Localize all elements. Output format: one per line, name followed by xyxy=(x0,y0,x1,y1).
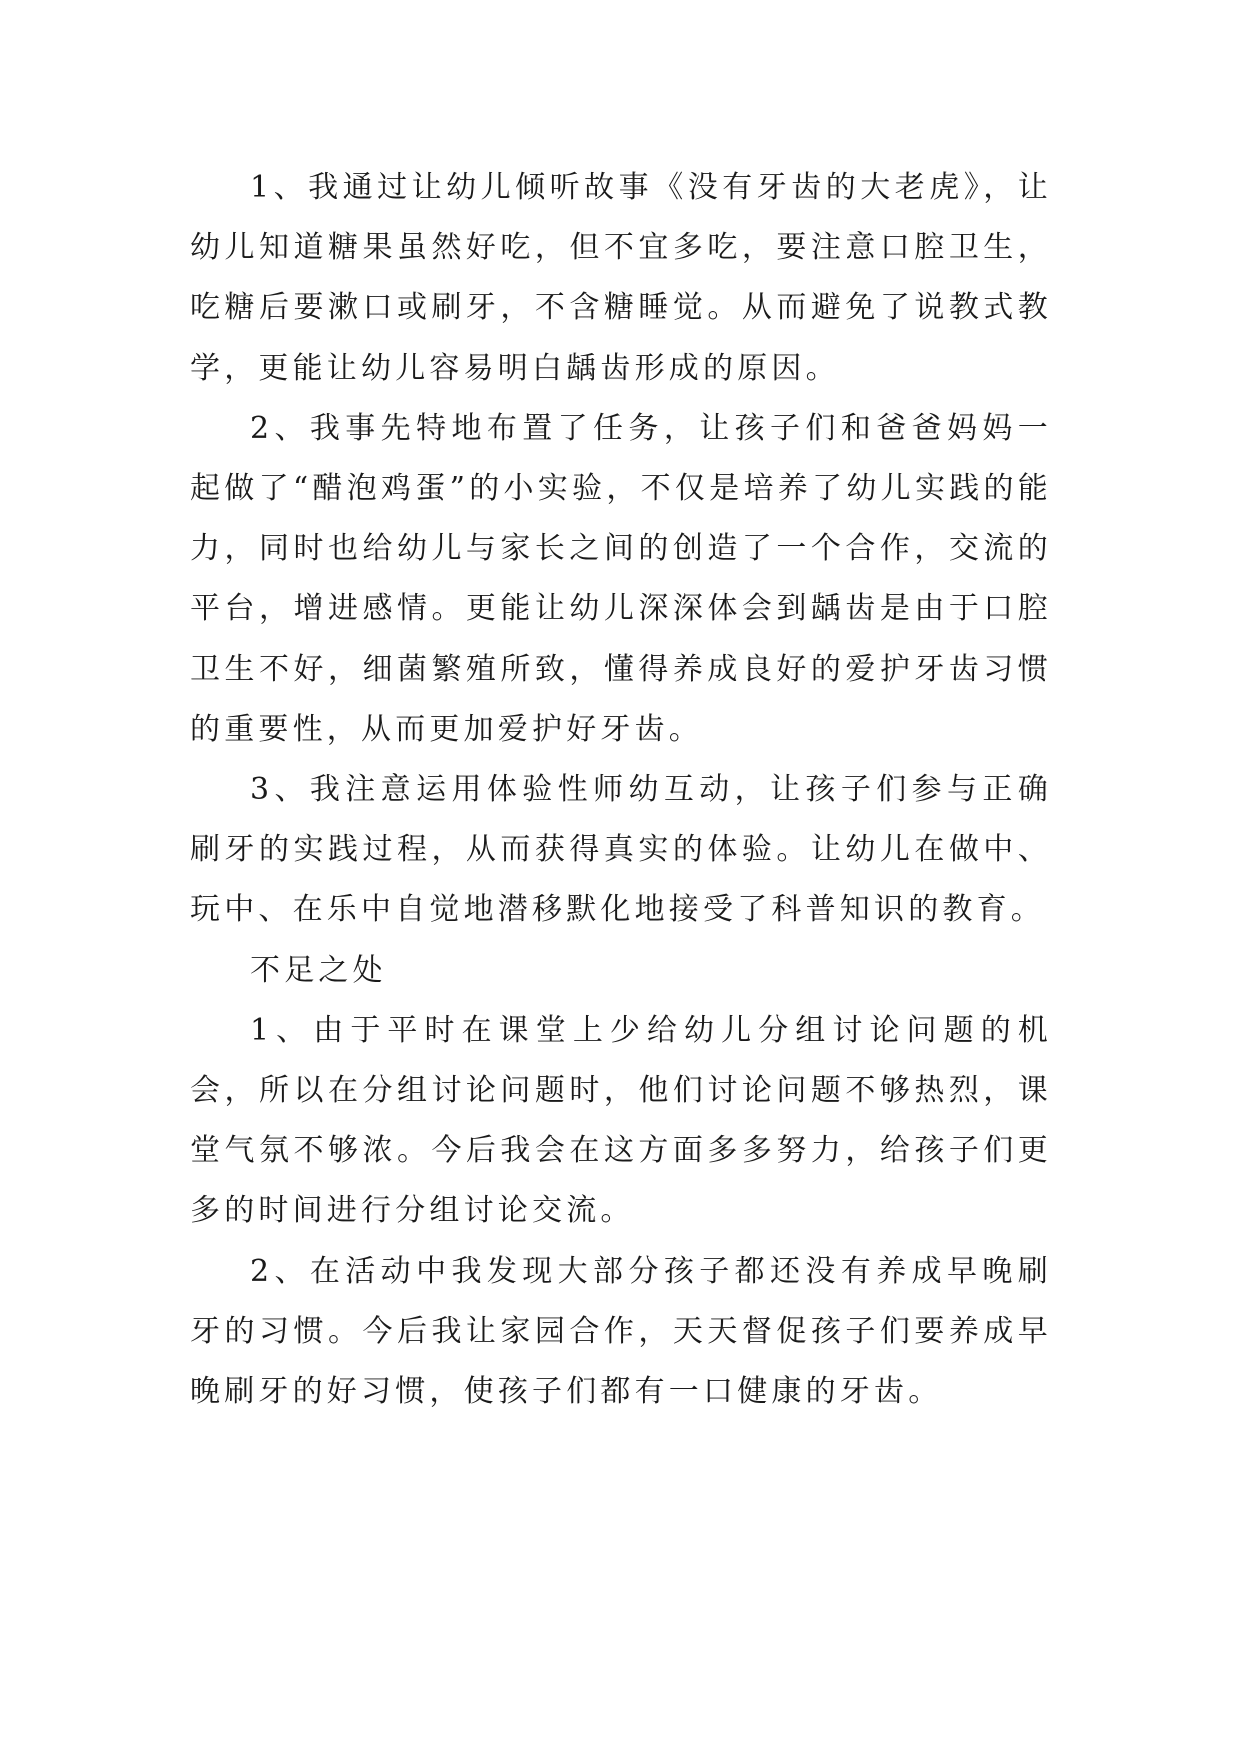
paragraph-brushing-habit: 2、在活动中我发现大部分孩子都还没有养成早晚刷牙的习惯。今后我让家园合作，天天督促孩子们要养成早晚刷牙的好习惯，使孩子们都有一口健康的牙齿。 xyxy=(190,1253,1052,1410)
document-body xyxy=(190,158,1052,1422)
paragraph-vinegar-egg-experiment: 2、我事先特地布置了任务，让孩子们和爸爸妈妈一起做了“醋泡鸡蛋”的小实验，不仅是培养了幼儿实践的能力，同时也给幼儿与家长之间的创造了一个合作，交流的平台，增进感情。更能让幼儿深深体会到龋齿是由于口腔卫生不好，细菌繁殖所致，懂得养成良好的爱护牙齿习惯的重要性，从而更加爱护好牙齿。 xyxy=(190,410,1052,747)
paragraph-group-discussion: 1、由于平时在课堂上少给幼儿分组讨论问题的机会，所以在分组讨论问题时，他们讨论问题不够热烈，课堂气氛不够浓。今后我会在这方面多多努力，给孩子们更多的时间进行分组讨论交流。 xyxy=(190,1012,1052,1229)
section-heading-shortcomings: 不足之处 xyxy=(250,952,387,988)
paragraph-story-teaching: 1、我通过让幼儿倾听故事《没有牙齿的大老虎》，让幼儿知道糖果虽然好吃，但不宜多吃，要注意口腔卫生，吃糖后要漱口或刷牙，不含糖睡觉。从而避免了说教式教学，更能让幼儿容易明白龋齿形成的原因。 xyxy=(190,170,1052,386)
paragraph-brushing-practice: 3、我注意运用体验性师幼互动，让孩子们参与正确刷牙的实践过程，从而获得真实的体验。让幼儿在做中、玩中、在乐中自觉地潜移默化地接受了科普知识的教育。 xyxy=(190,772,1052,928)
